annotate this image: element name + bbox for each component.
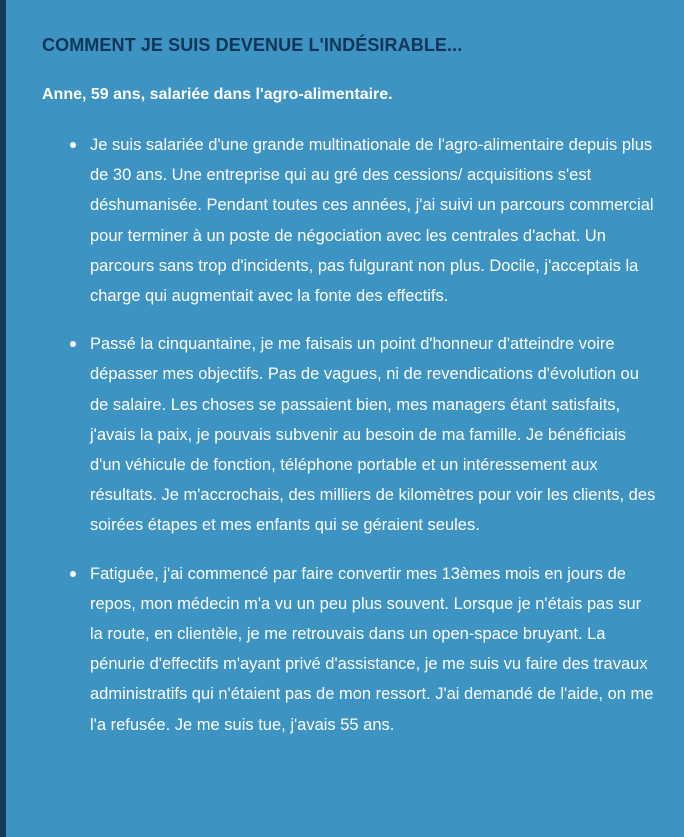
paragraph-text: Passé la cinquantaine, je me faisais un point d'honneur d'atteindre voire dépasser mes objectifs. Pas de vagues, ni de revendications d'évolution ou de salaire. Les choses se passaient bien, mes managers étant satisfaits, j'avais la paix, je pouvais subvenir au besoin de ma famille. Je bénéficiais d'un véhicule de fonction, téléphone portable et un intéressement aux résultats. Je m'accrochais, des milliers de kilomètres pour voir les clients, des soirées étapes et mes enfants qui se géraient seules. xyxy=(90,335,656,535)
testimony-list xyxy=(66,130,656,758)
list-item xyxy=(66,559,656,740)
article-title: COMMENT JE SUIS DEVENUE L'INDÉSIRABLE... xyxy=(42,35,463,55)
paragraph-text: Je suis salariée d'une grande multinationale de l'agro-alimentaire depuis plus de 30 ans. Une entreprise qui au gré des cessions/ acquisitions s'est déshumanisée. Pendant toutes ces années, j'ai suivi un parcours commercial pour terminer à un poste de négociation avec les centrales d'achat. Un parcours sans trop d'incidents, pas fulgurant non plus. Docile, j'acceptais la charge qui augmentait avec la fonte des effectifs. xyxy=(90,136,654,306)
list-item xyxy=(66,329,656,540)
bullet-icon xyxy=(70,571,76,577)
list-item xyxy=(66,130,656,311)
article-subtitle: Anne, 59 ans, salariée dans l'agro-alimentaire. xyxy=(42,86,393,103)
paragraph-text: Fatiguée, j'ai commencé par faire convertir mes 13èmes mois en jours de repos, mon médecin m'a vu un peu plus souvent. Lorsque je n'étais pas sur la route, en clientèle, je me retrouvais dans un open-space bruyant. La pénurie d'effectifs m'ayant privé d'assistance, je me suis vu faire des travaux administratifs qui n'étaient pas de mon ressort. J'ai demandé de l'aide, on me l'a refusée. Je me suis tue, j'avais 55 ans. xyxy=(90,564,654,734)
bullet-icon xyxy=(70,341,76,347)
bullet-icon xyxy=(70,142,76,148)
